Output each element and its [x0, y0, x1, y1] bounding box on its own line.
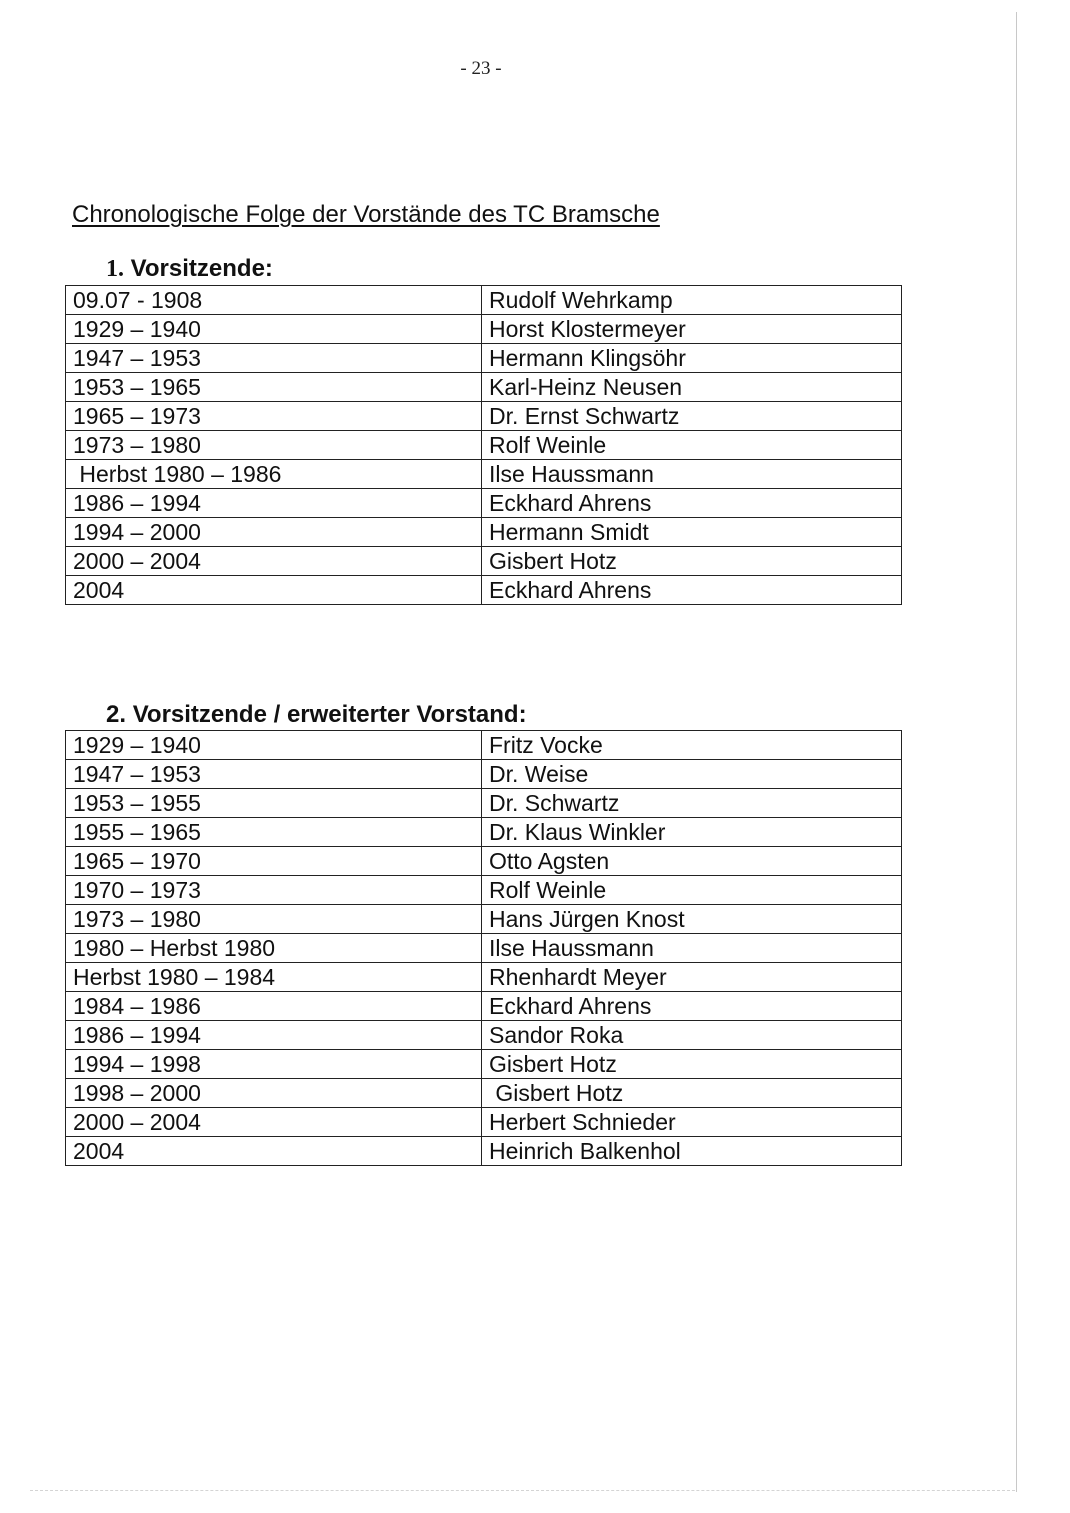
period-cell: 1965 – 1970	[66, 847, 482, 876]
period-cell: 1986 – 1994	[66, 1021, 482, 1050]
page-number: - 23 -	[460, 58, 502, 79]
period-cell: 2004	[66, 1137, 482, 1166]
period-cell: 1953 – 1965	[66, 373, 482, 402]
name-cell: Ilse Haussmann	[482, 460, 902, 489]
table-row	[66, 576, 902, 605]
name-cell: Dr. Ernst Schwartz	[482, 402, 902, 431]
name-cell: Rolf Weinle	[482, 431, 902, 460]
name-cell: Hans Jürgen Knost	[482, 905, 902, 934]
period-cell: 1929 – 1940	[66, 315, 482, 344]
period-cell: 09.07 - 1908	[66, 286, 482, 315]
table-row	[66, 547, 902, 576]
period-cell: 1965 – 1973	[66, 402, 482, 431]
table-row	[66, 489, 902, 518]
table-row	[66, 818, 902, 847]
table-row	[66, 1108, 902, 1137]
name-cell: Rhenhardt Meyer	[482, 963, 902, 992]
table-row	[66, 344, 902, 373]
name-cell: Herbert Schnieder	[482, 1108, 902, 1137]
table-row	[66, 934, 902, 963]
table-row	[66, 731, 902, 760]
name-cell: Rudolf Wehrkamp	[482, 286, 902, 315]
period-cell: 1953 – 1955	[66, 789, 482, 818]
table-row	[66, 963, 902, 992]
name-cell: Heinrich Balkenhol	[482, 1137, 902, 1166]
first-chairs-table	[65, 285, 902, 605]
document-title: Chronologische Folge der Vorstände des TC Bramsche	[72, 201, 660, 228]
period-cell: 1998 – 2000	[66, 1079, 482, 1108]
section-heading-label: Vorsitzende / erweiterter Vorstand:	[132, 701, 527, 728]
table-row	[66, 876, 902, 905]
period-cell: 1994 – 1998	[66, 1050, 482, 1079]
table-row	[66, 905, 902, 934]
table-row	[66, 518, 902, 547]
scan-bottom-line	[30, 1490, 1015, 1491]
period-cell: Herbst 1980 – 1984	[66, 963, 482, 992]
table-row	[66, 1079, 902, 1108]
period-cell: 1980 – Herbst 1980	[66, 934, 482, 963]
table-row	[66, 1021, 902, 1050]
table-row	[66, 760, 902, 789]
name-cell: Gisbert Hotz	[482, 1050, 902, 1079]
name-cell: Otto Agsten	[482, 847, 902, 876]
section-heading-label: Vorsitzende:	[130, 255, 273, 282]
name-cell: Karl-Heinz Neusen	[482, 373, 902, 402]
period-cell: 1973 – 1980	[66, 905, 482, 934]
period-cell: 1984 – 1986	[66, 992, 482, 1021]
period-cell: 1970 – 1973	[66, 876, 482, 905]
table-row	[66, 402, 902, 431]
name-cell: Dr. Schwartz	[482, 789, 902, 818]
table-row	[66, 847, 902, 876]
name-cell: Ilse Haussmann	[482, 934, 902, 963]
scan-edge-line	[1016, 12, 1017, 1492]
name-cell: Eckhard Ahrens	[482, 576, 902, 605]
second-chairs-table	[65, 730, 902, 1166]
name-cell: Hermann Smidt	[482, 518, 902, 547]
period-cell: 1986 – 1994	[66, 489, 482, 518]
period-cell: 2004	[66, 576, 482, 605]
period-cell: 1929 – 1940	[66, 731, 482, 760]
name-cell: Eckhard Ahrens	[482, 489, 902, 518]
period-cell: 1973 – 1980	[66, 431, 482, 460]
name-cell: Fritz Vocke	[482, 731, 902, 760]
table-row	[66, 460, 902, 489]
period-cell: 1955 – 1965	[66, 818, 482, 847]
period-cell: 1947 – 1953	[66, 760, 482, 789]
name-cell: Gisbert Hotz	[482, 547, 902, 576]
period-cell: 2000 – 2004	[66, 1108, 482, 1137]
table-row	[66, 1050, 902, 1079]
name-cell: Hermann Klingsöhr	[482, 344, 902, 373]
period-cell: Herbst 1980 – 1986	[66, 460, 482, 489]
table-row	[66, 286, 902, 315]
name-cell: Rolf Weinle	[482, 876, 902, 905]
name-cell: Dr. Weise	[482, 760, 902, 789]
name-cell: Sandor Roka	[482, 1021, 902, 1050]
table-row	[66, 789, 902, 818]
table-row	[66, 315, 902, 344]
name-cell: Gisbert Hotz	[482, 1079, 902, 1108]
table-row	[66, 1137, 902, 1166]
section-heading-first-chairs	[106, 255, 273, 283]
section-heading-second-chairs	[106, 701, 527, 729]
name-cell: Eckhard Ahrens	[482, 992, 902, 1021]
name-cell: Horst Klostermeyer	[482, 315, 902, 344]
period-cell: 1994 – 2000	[66, 518, 482, 547]
section-number: 1.	[106, 256, 124, 282]
table-row	[66, 431, 902, 460]
table-row	[66, 992, 902, 1021]
name-cell: Dr. Klaus Winkler	[482, 818, 902, 847]
section-number: 2.	[106, 701, 127, 728]
table-row	[66, 373, 902, 402]
period-cell: 1947 – 1953	[66, 344, 482, 373]
period-cell: 2000 – 2004	[66, 547, 482, 576]
